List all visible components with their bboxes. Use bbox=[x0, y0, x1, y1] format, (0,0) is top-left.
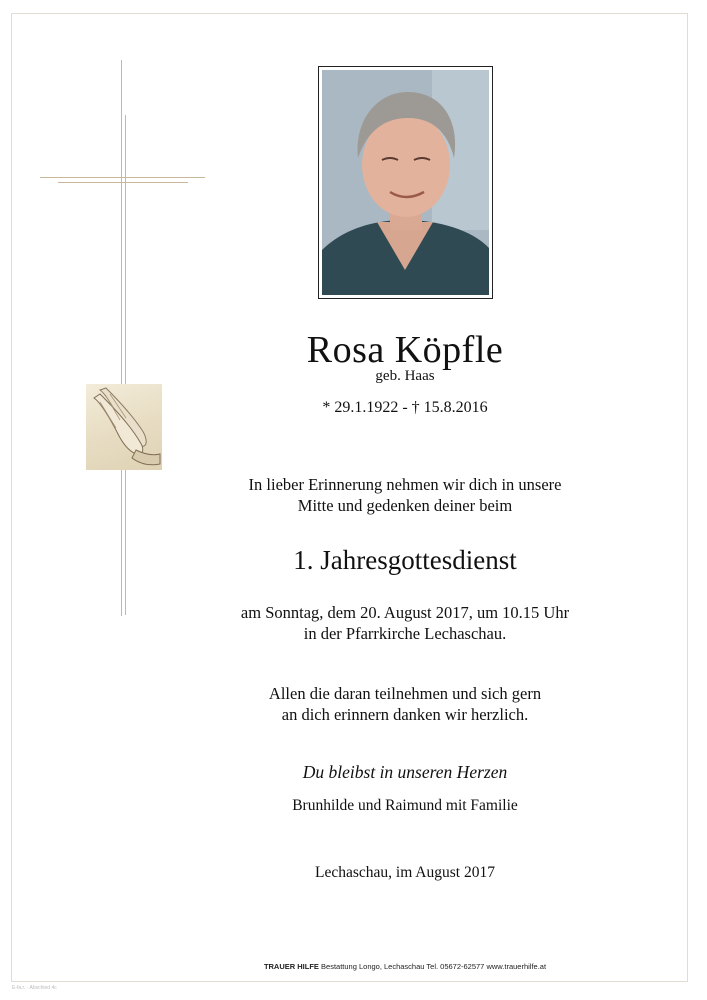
service-details bbox=[180, 602, 630, 644]
service-line-1: am Sonntag, dem 20. August 2017, um 10.15 Uhr bbox=[240, 603, 570, 622]
imprint: E-fa.r. · Abschied 4c bbox=[12, 985, 57, 991]
place-date: Lechaschau, im August 2017 bbox=[315, 864, 495, 881]
intro-line-1: In lieber Erinnerung nehmen wir dich in unsere bbox=[248, 475, 562, 494]
family-signature: Brunhilde und Raimund mit Familie bbox=[292, 797, 518, 814]
thanks-line-2: an dich erinnern danken wir herzlich. bbox=[281, 705, 529, 724]
life-dates: * 29.1.1922 - † 15.8.2016 bbox=[322, 399, 488, 416]
footer bbox=[180, 962, 630, 971]
footer-text: Bestattung Longo, Lechaschau Tel. 05672-62577 www.trauerhilfe.at bbox=[321, 962, 547, 971]
service-title: 1. Jahresgottesdienst bbox=[293, 545, 517, 575]
praying-hands-icon bbox=[86, 384, 162, 470]
birth-name: geb. Haas bbox=[375, 368, 435, 384]
deceased-name: Rosa Köpfle bbox=[306, 329, 504, 371]
service-line-2: in der Pfarrkirche Lechaschau. bbox=[303, 624, 507, 643]
thanks-paragraph bbox=[180, 683, 630, 725]
portrait-frame bbox=[318, 66, 493, 299]
portrait-photo bbox=[322, 70, 489, 295]
intro-line-2: Mitte und gedenken deiner beim bbox=[297, 496, 513, 515]
motto: Du bleibst in unseren Herzen bbox=[302, 762, 508, 782]
footer-brand: TRAUER HILFE bbox=[263, 962, 319, 971]
intro-paragraph bbox=[180, 474, 630, 516]
thanks-line-1: Allen die daran teilnehmen und sich gern bbox=[268, 684, 542, 703]
